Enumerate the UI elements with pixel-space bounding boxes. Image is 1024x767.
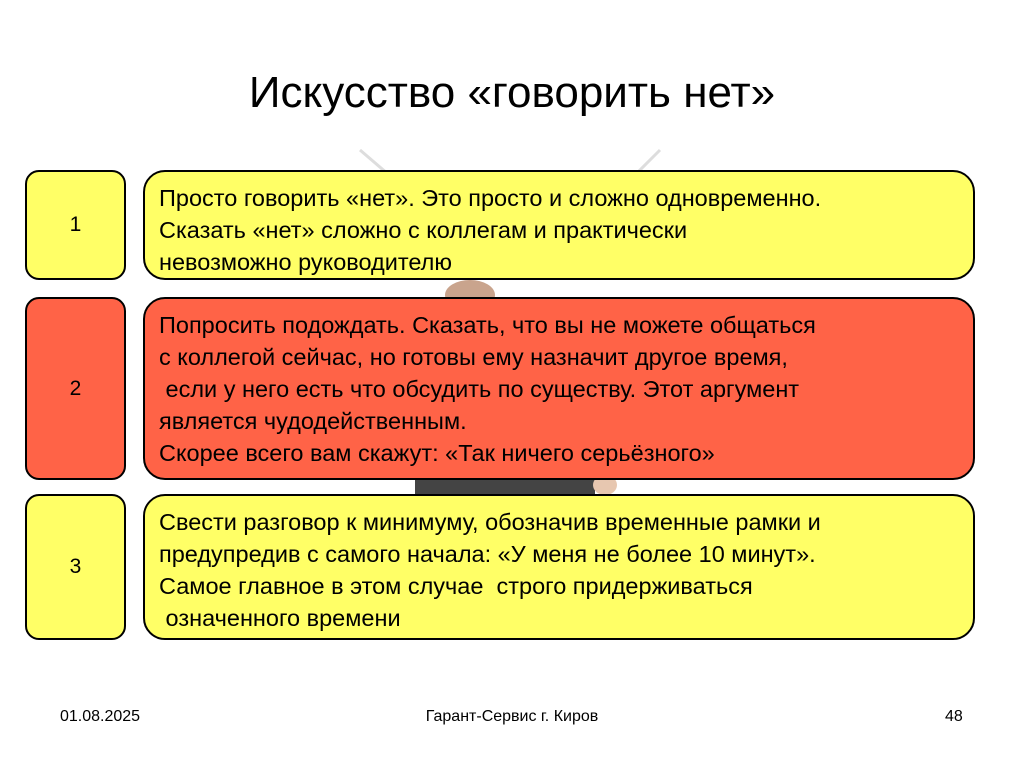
item-3-line: Свести разговор к минимуму, обозначив временные рамки и	[159, 509, 821, 535]
item-2-line: является чудодейственным.	[159, 408, 467, 434]
item-2-line: Скорее всего вам скажут: «Так ничего серьёзного»	[159, 440, 715, 466]
item-3-line: означенного времени	[159, 605, 401, 631]
item-1-line: Сказать «нет» сложно с коллегам и практически	[159, 217, 688, 243]
item-text-box-1	[143, 170, 975, 280]
slide-title: Искусство «говорить нет»	[248, 68, 776, 117]
footer-page-number: 48	[945, 708, 963, 725]
item-2-line: Попросить подождать. Сказать, что вы не можете общаться	[159, 312, 816, 338]
item-2-line: если у него есть что обсудить по существу. Этот аргумент	[159, 376, 800, 402]
item-1-line: Просто говорить «нет». Это просто и сложно одновременно.	[159, 185, 822, 211]
item-3-line: Самое главное в этом случае строго придерживаться	[159, 573, 753, 599]
item-text-box-3	[143, 494, 975, 640]
footer-date: 01.08.2025	[60, 708, 141, 725]
item-number-2: 2	[25, 297, 126, 480]
item-1-line: невозможно руководителю	[159, 249, 453, 275]
item-text-box-2	[143, 297, 975, 480]
item-number-3: 3	[25, 494, 126, 640]
item-number-1: 1	[25, 170, 126, 280]
item-3-line: предупредив с самого начала: «У меня не более 10 минут».	[159, 541, 816, 567]
item-2-line: с коллегой сейчас, но готовы ему назначит другое время,	[159, 344, 788, 370]
footer-organization: Гарант-Сервис г. Киров	[425, 708, 599, 725]
